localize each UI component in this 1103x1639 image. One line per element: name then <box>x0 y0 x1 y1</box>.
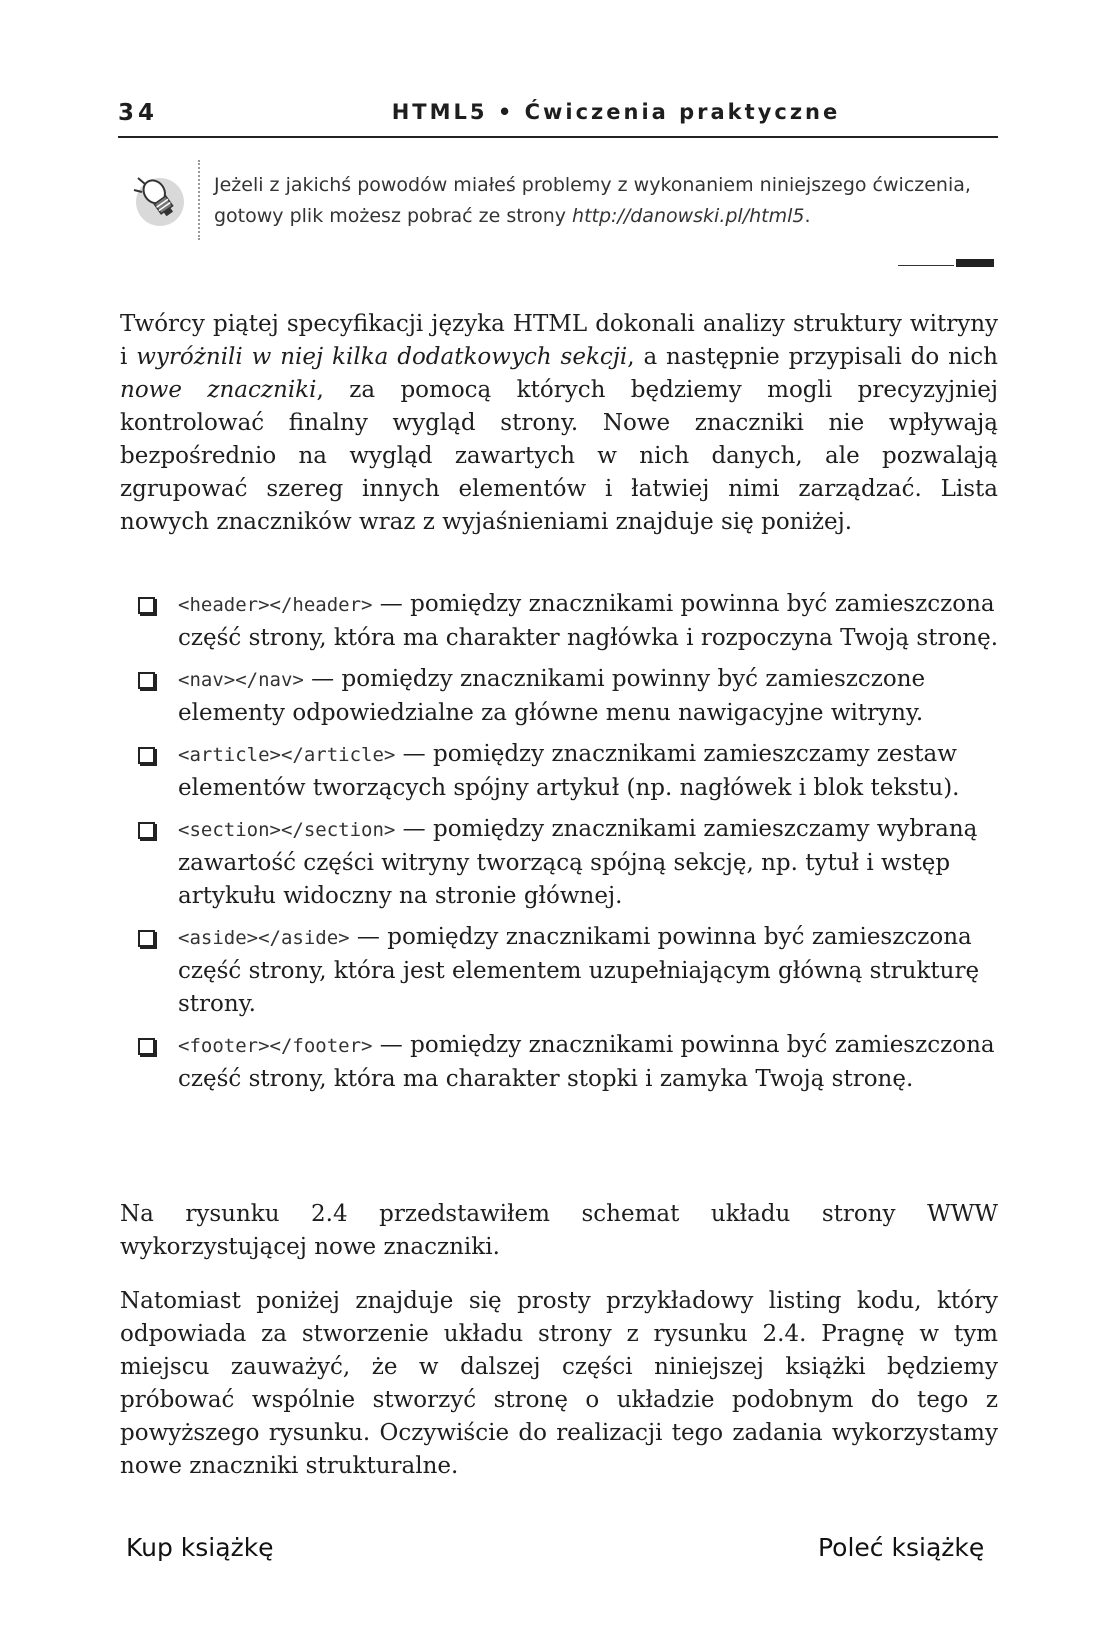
note-divider <box>198 160 200 240</box>
checkbox-bullet-icon <box>138 747 155 764</box>
running-title: HTML5 • Ćwiczenia praktyczne <box>391 100 841 124</box>
list-item <box>120 813 1000 913</box>
tag-list <box>120 588 1000 1104</box>
checkbox-bullet-icon <box>138 1038 155 1055</box>
list-item-text: — pomiędzy znacznikami zamieszczamy zestaw elementów tworzących spójny artykuł (np. nagłówek i blok tekstu). <box>178 741 960 801</box>
code-tag: <footer></footer> <box>178 1035 373 1057</box>
code-tag: <header></header> <box>178 594 373 616</box>
checkbox-bullet-icon <box>138 822 155 839</box>
note-url[interactable]: http://danowski.pl/html5 <box>572 205 805 227</box>
checkbox-bullet-icon <box>138 672 155 689</box>
checkbox-bullet-icon <box>138 930 155 947</box>
code-tag: <aside></aside> <box>178 927 350 949</box>
paragraph-intro <box>120 308 998 539</box>
list-item <box>120 921 1000 1021</box>
emphasis-text: wyróżnili w niej kilka dodatkowych sekcji <box>136 344 628 370</box>
paragraph-text: , a następnie przypisali do nich <box>627 344 998 370</box>
paragraph-text: , za pomocą których będziemy mogli precyzyjniej kontrolować finalny wygląd strony. Nowe znaczniki nie wpływają bezpośrednio na wygląd zawartych w nich danych, ale pozwalają zgrupować szereg innych elementów i łatwiej nimi zarządzać. Lista nowych znaczników wraz z wyjaśnieniami znajduje się poniżej. <box>120 377 999 535</box>
list-item <box>120 588 1000 655</box>
list-item-text: — pomiędzy znacznikami powinny być zamieszczone elementy odpowiedzialne za główne menu nawigacyjne witryny. <box>178 666 926 726</box>
list-item-text: — pomiędzy znacznikami powinna być zamieszczona część strony, która ma charakter stopki i zamyka Twoją stronę. <box>178 1032 995 1092</box>
buy-book-link[interactable]: Kup książkę <box>126 1533 274 1562</box>
checkbox-bullet-icon <box>138 597 155 614</box>
note-end: . <box>804 205 811 227</box>
note-body: Jeżeli z jakichś powodów miałeś problemy z wykonaniem niniejszego ćwiczenia, gotowy plik możesz pobrać ze strony <box>214 174 971 227</box>
list-item <box>120 1029 1000 1096</box>
emphasis-text: nowe znaczniki <box>120 377 317 403</box>
code-tag: <article></article> <box>178 744 396 766</box>
running-header <box>118 96 998 138</box>
note-text <box>214 170 1004 232</box>
code-tag: <nav></nav> <box>178 669 304 691</box>
page-number: 34 <box>118 100 159 126</box>
paragraph-text: Twórcy piątej specyfikacji języka HTML dokonali analizy struktury witryny i <box>120 311 998 370</box>
code-tag: <section></section> <box>178 819 396 841</box>
note-end-mark <box>898 256 994 268</box>
list-item <box>120 738 1000 805</box>
list-item-text: — pomiędzy znacznikami powinna być zamieszczona część strony, która ma charakter nagłówka i rozpoczyna Twoją stronę. <box>178 591 999 651</box>
list-item-text: — pomiędzy znacznikami zamieszczamy wybraną zawartość części witryny tworzącą spójną sekcję, np. tytuł i wstęp artykułu widoczny na stronie głównej. <box>178 816 978 909</box>
list-item <box>120 663 1000 730</box>
paragraph-figure-reference: Na rysunku 2.4 przedstawiłem schemat układu strony WWW wykorzystującej nowe znaczniki. <box>120 1201 998 1260</box>
lightbulb-icon <box>130 170 190 230</box>
paragraph-listing-intro: Natomiast poniżej znajduje się prosty przykładowy listing kodu, który odpowiada za stworzenie układu strony z rysunku 2.4. Pragnę w tym miejscu zauważyć, że w dalszej części niniejszej książki będziemy próbować wspólnie stworzyć stronę o układzie podobnym do tego z powyższego rysunku. Oczywiście do realizacji tego zadania wykorzystamy nowe znaczniki strukturalne. <box>120 1288 998 1479</box>
recommend-book-link[interactable]: Poleć książkę <box>818 1533 985 1562</box>
list-item-text: — pomiędzy znacznikami powinna być zamieszczona część strony, która jest elementem uzupełniającym główną strukturę strony. <box>178 924 980 1017</box>
